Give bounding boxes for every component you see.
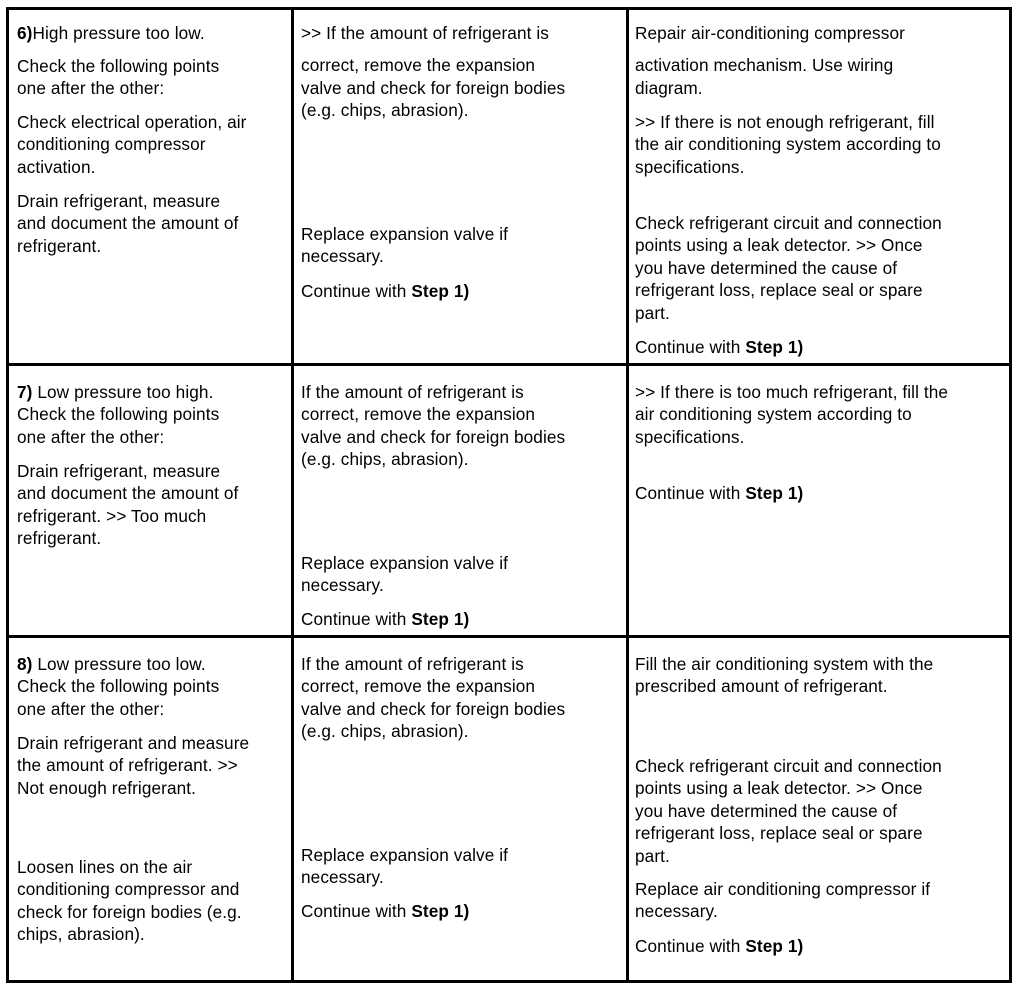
drain-refrigerant-text: Drain refrigerant, measure and document the amount of refrigerant. <box>17 191 239 256</box>
column-divider <box>626 10 629 980</box>
drain-refrigerant-text: Drain refrigerant, measure and document the amount of refrigerant. >> Too much refrigerant. <box>17 461 239 549</box>
row-heading: 8) Low pressure too low. Check the following points one after the other: <box>17 654 220 719</box>
replace-valve-text: Replace expansion valve if necessary. <box>301 553 509 596</box>
continue-step-text: Continue with Step 1) <box>301 901 470 921</box>
drain-refrigerant-text: Drain refrigerant and measure the amount of refrigerant. >> Not enough refrigerant. <box>17 733 250 798</box>
replace-compressor-text: Replace air conditioning compressor if necessary. <box>635 879 931 922</box>
row-divider <box>9 635 1009 638</box>
continue-step-text: Continue with Step 1) <box>635 337 804 357</box>
continue-step-text: Continue with Step 1) <box>301 281 470 301</box>
expansion-valve-check-text: If the amount of refrigerant is correct, remove the expansion valve and check for foreign bodies (e.g. chips, abrasion). <box>301 654 566 742</box>
repair-activation-text: Repair air-conditioning compressor activation mechanism. Use wiring diagram. <box>635 23 905 98</box>
continue-step-text: Continue with Step 1) <box>635 936 804 956</box>
row-heading: 6)High pressure too low. <box>17 23 205 43</box>
expansion-valve-check-text: >> If the amount of refrigerant is correct, remove the expansion valve and check for foreign bodies (e.g. chips, abrasion). <box>301 23 566 121</box>
continue-step-text: Continue with Step 1) <box>635 483 804 503</box>
expansion-valve-check-text: If the amount of refrigerant is correct, remove the expansion valve and check for foreign bodies (e.g. chips, abrasion). <box>301 382 566 470</box>
fill-refrigerant-text: >> If there is not enough refrigerant, fill the air conditioning system according to specifications. <box>635 112 941 177</box>
troubleshooting-table <box>6 7 1012 983</box>
check-electrical-text: Check electrical operation, air conditioning compressor activation. <box>17 112 247 177</box>
loosen-lines-text: Loosen lines on the air conditioning compressor and check for foreign bodies (e.g. chips, abrasion). <box>17 857 242 945</box>
row-heading: 7) Low pressure too high. Check the following points one after the other: <box>17 382 220 447</box>
fill-system-text: Fill the air conditioning system with the prescribed amount of refrigerant. <box>635 654 934 697</box>
leak-check-text: Check refrigerant circuit and connection points using a leak detector. >> Once you have determined the cause of refrigerant loss, replace seal or spare part. <box>635 213 942 323</box>
column-divider <box>291 10 294 980</box>
replace-valve-text: Replace expansion valve if necessary. <box>301 224 509 267</box>
leak-check-text: Check refrigerant circuit and connection points using a leak detector. >> Once you have determined the cause of refrigerant loss, replace seal or spare part. <box>635 756 942 866</box>
replace-valve-text: Replace expansion valve if necessary. <box>301 845 509 888</box>
too-much-refrigerant-text: >> If there is too much refrigerant, fill the air conditioning system according to specifications. <box>635 382 949 447</box>
row-divider <box>9 363 1009 366</box>
continue-step-text: Continue with Step 1) <box>301 609 470 629</box>
intro-text: Check the following points one after the other: <box>17 56 220 99</box>
